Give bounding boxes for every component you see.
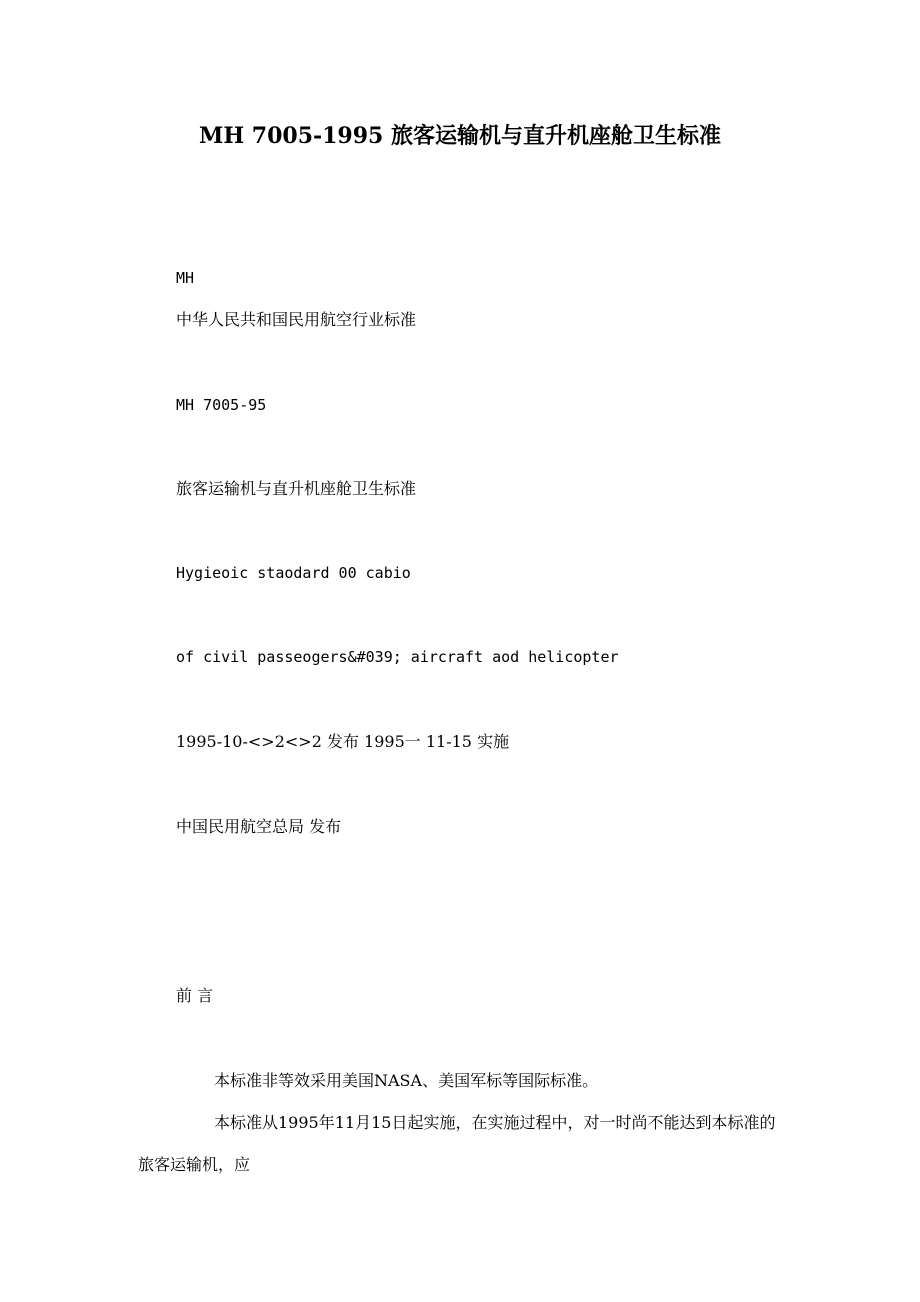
document-title: MH 7005-1995 旅客运输机与直升机座舱卫生标准 — [198, 123, 722, 149]
standard-code: MH — [176, 269, 195, 287]
preface-heading: 前 言 — [176, 986, 214, 1005]
preface-paragraph-1: 本标准非等效采用美国NASA、美国军标等国际标准。 — [214, 1071, 599, 1090]
standard-name-cn: 旅客运输机与直升机座舱卫生标准 — [176, 479, 417, 498]
standard-name-en-line2: of civil passeogers&#039; aircraft aod helicopter — [176, 648, 619, 666]
issuing-authority: 中国民用航空总局 发布 — [176, 817, 342, 836]
standard-name-en-line1: Hygieoic staodard 00 cabio — [176, 564, 411, 582]
issuing-category: 中华人民共和国民用航空行业标准 — [176, 310, 417, 329]
standard-number: MH 7005-95 — [176, 396, 267, 414]
preface-paragraph-2: 本标准从1995年11月15日起实施，在实施过程中，对一时尚不能达到本标准的旅客运输机，应 — [138, 1113, 776, 1174]
publish-implement-dates: 1995-10-<>2<>2 发布 1995一 11-15 实施 — [176, 732, 510, 751]
